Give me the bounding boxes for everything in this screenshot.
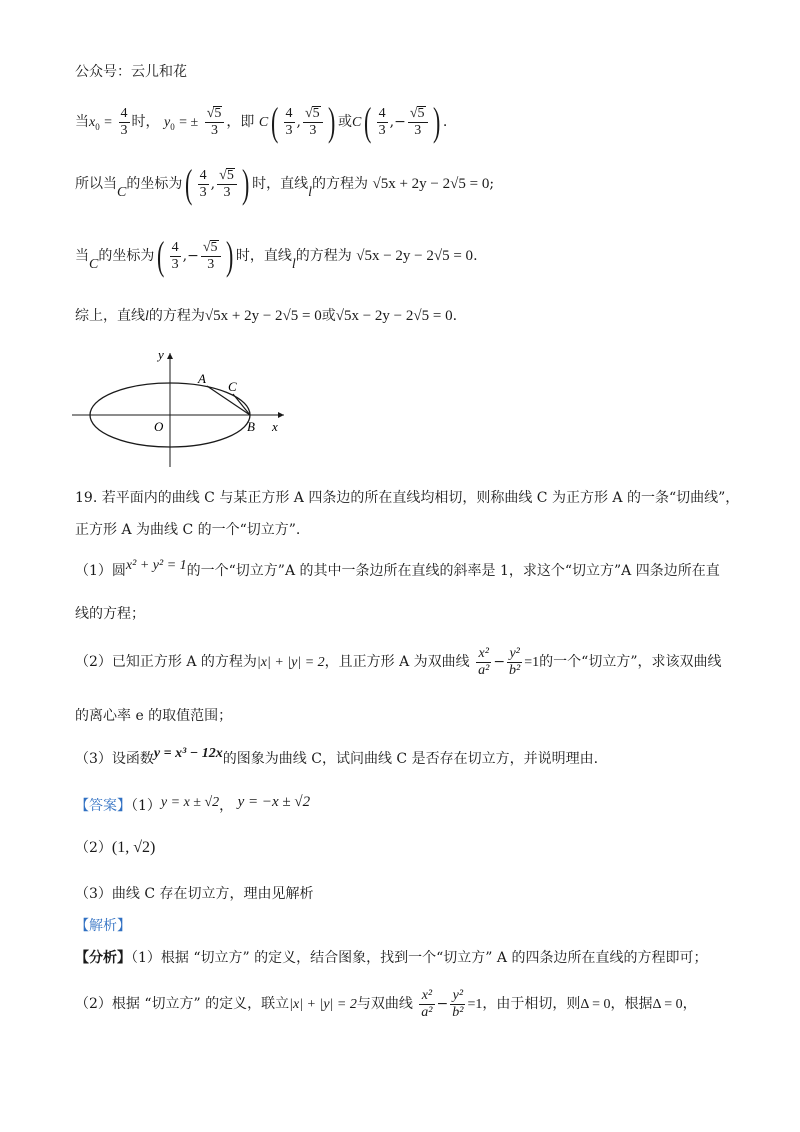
label-O: O [154, 419, 164, 434]
text: 当 [75, 114, 89, 130]
equation: |x| + |y| = 2 [289, 997, 357, 1012]
text: 的方程为 [312, 176, 369, 192]
q19-part1 [75, 556, 720, 581]
label-y: y [158, 347, 164, 362]
text: 所以当 [75, 176, 117, 192]
header-text: 公众号：云儿和花 [75, 64, 187, 80]
label-B: B [247, 419, 255, 434]
label-A: A [198, 371, 206, 386]
text: 的图象为曲线 C，试问曲线 C 是否存在切立方，并说明理由. [222, 751, 599, 767]
text: 或 [321, 308, 336, 324]
text: （1） [131, 798, 161, 814]
text: 的一个“切立方”A 的其中一条边所在直线的斜率是 1，求这个“切立方”A 四条边所在直 [186, 563, 720, 579]
solution-line-4: 综上，直线l的方程为√5x + 2y − 2√5 = 0或√5x − 2y − 2√5 = 0. [75, 308, 458, 324]
equation: Δ = 0， [652, 997, 697, 1012]
text: （3）设函数 [75, 751, 154, 767]
answer-part3: （3）曲线 C 存在切立方，理由见解析 [75, 886, 314, 902]
q19-intro-1: 19. 若平面内的曲线 C 与某正方形 A 四条边的所在直线均相切，则称曲线 C 为正方形 A 的一条“切曲线”， [75, 490, 740, 506]
label-x: x [272, 419, 278, 434]
text: （2）根据 “切立方” 的定义，联立 [75, 996, 290, 1012]
text: 的方程为 [148, 308, 205, 324]
equation: √5x − 2y − 2√5 = 0 [356, 248, 474, 264]
analysis-f1 [75, 948, 707, 968]
text: （2） [75, 840, 112, 856]
text: ， [219, 798, 234, 814]
text: 综上，直线 [75, 308, 145, 324]
text: ，根据 [610, 996, 653, 1012]
answer-part2 [75, 838, 155, 858]
equation: √5x − 2y − 2√5 = 0 [335, 308, 453, 324]
text: 与双曲线 [356, 996, 413, 1012]
text: ，即 [226, 114, 255, 130]
text: （1）圆 [75, 563, 126, 579]
equation: √5x + 2y − 2√5 = 0 [204, 308, 322, 324]
q19-intro-2: 正方形 A 为曲线 C 的一个“切立方”. [75, 522, 301, 538]
text: （2）已知正方形 A 的方程为 [75, 654, 257, 670]
text: 的一个“切立方”，求该双曲线 [539, 654, 722, 670]
analysis-f2: （2）根据 “切立方” 的定义，联立|x| + |y| = 2与双曲线 $\frac{\text{x²}}{\text{a²}}$ − $\frac{\text{y²}}{\text{b²}}$ =1，由于相切，则Δ = 0，根据Δ = 0， [75, 987, 697, 1020]
chord-CB [233, 394, 250, 415]
q19-part3 [75, 744, 598, 769]
solution-line-1: 当$x_0$ = $\frac{4}{3}$ 时， $y_0$ = ± $\frac{√5}{3}$ ，即 C( $\frac{4}{3}$ , $\frac{√5}{3}$ ) 或C( $\frac{4}{3}$ ,− $\frac{√5}{3}$ ) . [75, 99, 448, 144]
equation: y = x³ − 12x [153, 746, 223, 761]
equation: y = x ± √2 [160, 795, 220, 810]
text: 当 [75, 248, 89, 264]
text: 的坐标为 [98, 248, 155, 264]
text: 或 [337, 114, 352, 130]
text: 的坐标为 [126, 176, 183, 192]
text: （1）根据 “切立方” 的定义，结合图象，找到一个“切立方” A 的四条边所在直线的方程即可； [131, 950, 708, 966]
text: 【分析】 [75, 950, 131, 966]
equation: Δ = 0 [580, 997, 611, 1012]
fraction: $\frac{4}{3}$ [120, 105, 128, 138]
text: 时， [131, 114, 160, 130]
ellipse-figure [70, 345, 300, 470]
answer-tag: 【答案】 [75, 798, 131, 814]
solution-line-2: 所以当C的坐标为( $\frac{4}{3}$ , $\frac{√5}{3}$ ) 时，直线l的方程为 √5x + 2y − 2√5 = 0; [75, 161, 495, 206]
text: 时，直线 [235, 248, 292, 264]
equation: x² + y² = 1 [125, 558, 187, 573]
equation: y = −x ± √2 [237, 794, 311, 810]
analysis-tag: 【解析】 [75, 918, 131, 934]
label-C: C [228, 379, 237, 394]
text: ，由于相切，则 [482, 996, 581, 1012]
text: 的方程为 [295, 248, 352, 264]
equation: (1, √2) [111, 839, 156, 856]
q19-part2-cont: 的离心率 e 的取值范围； [75, 708, 233, 724]
fraction: $\frac{√5}{3}$ [205, 106, 225, 139]
equation: |x| + |y| = 2 [256, 655, 325, 670]
text: 时，直线 [252, 176, 309, 192]
q19-part2: （2）已知正方形 A 的方程为|x| + |y| = 2，且正方形 A 为双曲线 $\frac{\text{x²}}{\text{a²}}$ − $\frac{\text{y²}}{\text{b²}}$ =1的一个“切立方”，求该双曲线 [75, 645, 722, 678]
answer-part1 [75, 792, 310, 816]
q19-part1-cont: 线的方程； [75, 606, 145, 622]
solution-line-3: 当C的坐标为( $\frac{4}{3}$ ,− $\frac{√5}{3}$ ) 时，直线l的方程为 √5x − 2y − 2√5 = 0. [75, 233, 478, 278]
text: ，且正方形 A 为双曲线 [324, 654, 470, 670]
equation: √5x + 2y − 2√5 = 0 [372, 176, 490, 192]
